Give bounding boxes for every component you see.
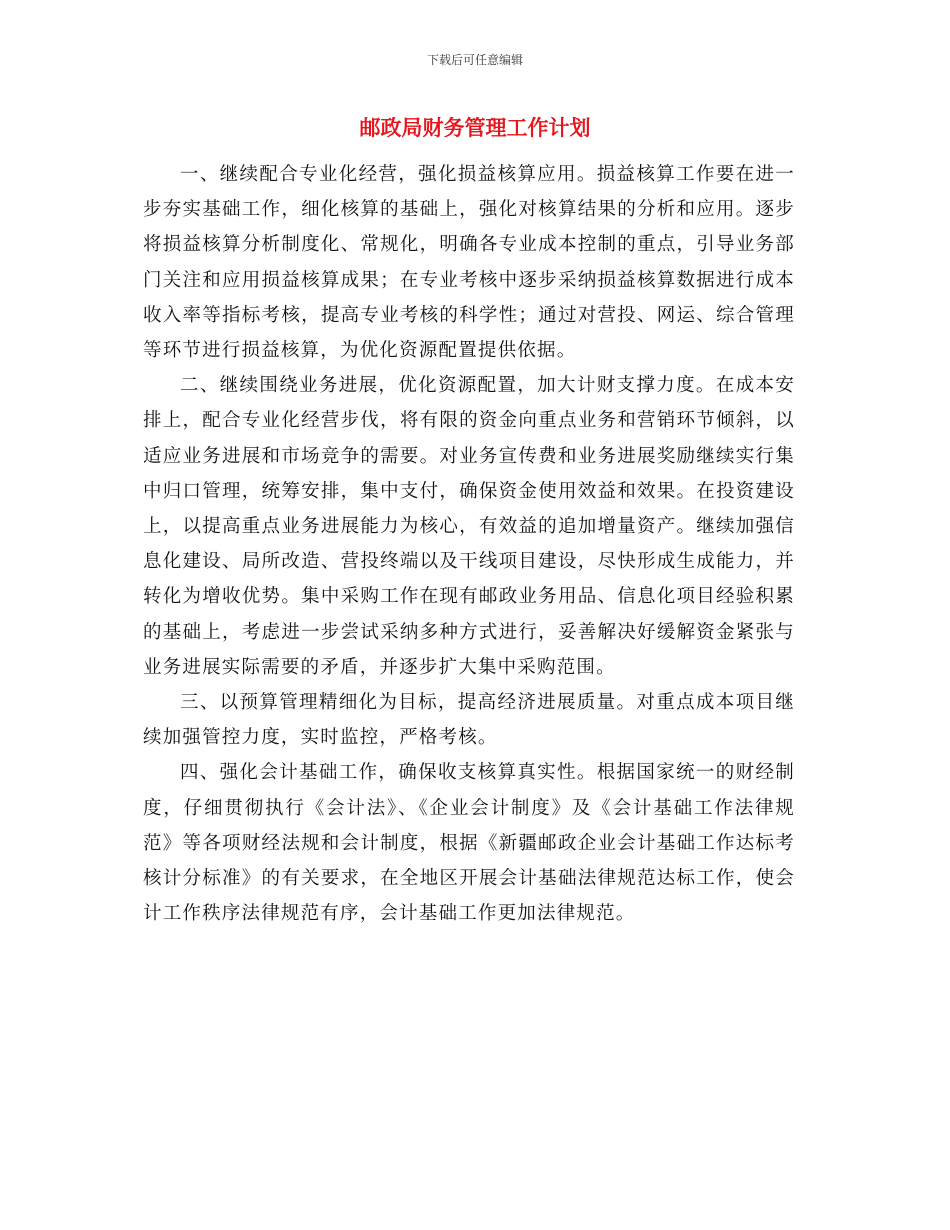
paragraph-1: 一、继续配合专业化经营，强化损益核算应用。损益核算工作要在进一步夯实基础工作，细化核算的基础上，强化对核算结果的分析和应用。逐步将损益核算分析制度化、常规化，明确各专业成本控制的重点，引导业务部门关注和应用损益核算成果；在专业考核中逐步采纳损益核算数据进行成本收入率等指标考核，提高专业考核的科学性；通过对营投、网运、综合管理等环节进行损益核算，为优化资源配置提供依据。: [143, 164, 795, 362]
paragraph-4: 四、强化会计基础工作，确保收支核算真实性。根据国家统一的财经制度，仔细贯彻执行《会计法》、《企业会计制度》及《会计基础工作法律规范》等各项财经法规和会计制度，根据《新疆邮政企业会计基础工作达标考核计分标准》的有关要求，在全地区开展会计基础法律规范达标工作，使会计工作秩序法律规范有序，会计基础工作更加法律规范。: [143, 762, 795, 925]
document-title: 邮政局财务管理工作计划: [359, 116, 591, 140]
page-header: 下载后可任意编辑: [426, 53, 523, 67]
paragraph-3: 三、以预算管理精细化为目标，提高经济进展质量。对重点成本项目继续加强管控力度，实时监控，严格考核。: [143, 692, 795, 749]
paragraph-2: 二、继续围绕业务进展，优化资源配置，加大计财支撑力度。在成本安排上，配合专业化经营步伐，将有限的资金向重点业务和营销环节倾斜，以适应业务进展和市场竞争的需要。对业务宣传费和业务进展奖励继续实行集中归口管理，统筹安排，集中支付，确保资金使用效益和效果。在投资建设上，以提高重点业务进展能力为核心，有效益的追加增量资产。继续加强信息化建设、局所改造、营投终端以及干线项目建设，尽快形成生成能力，并转化为增收优势。集中采购工作在现有邮政业务用品、信息化项目经验积累的基础上，考虑进一步尝试采纳多种方式进行，妥善解决好缓解资金紧张与业务进展实际需要的矛盾，并逐步扩大集中采购范围。: [143, 375, 795, 678]
document-body: [143, 157, 795, 931]
